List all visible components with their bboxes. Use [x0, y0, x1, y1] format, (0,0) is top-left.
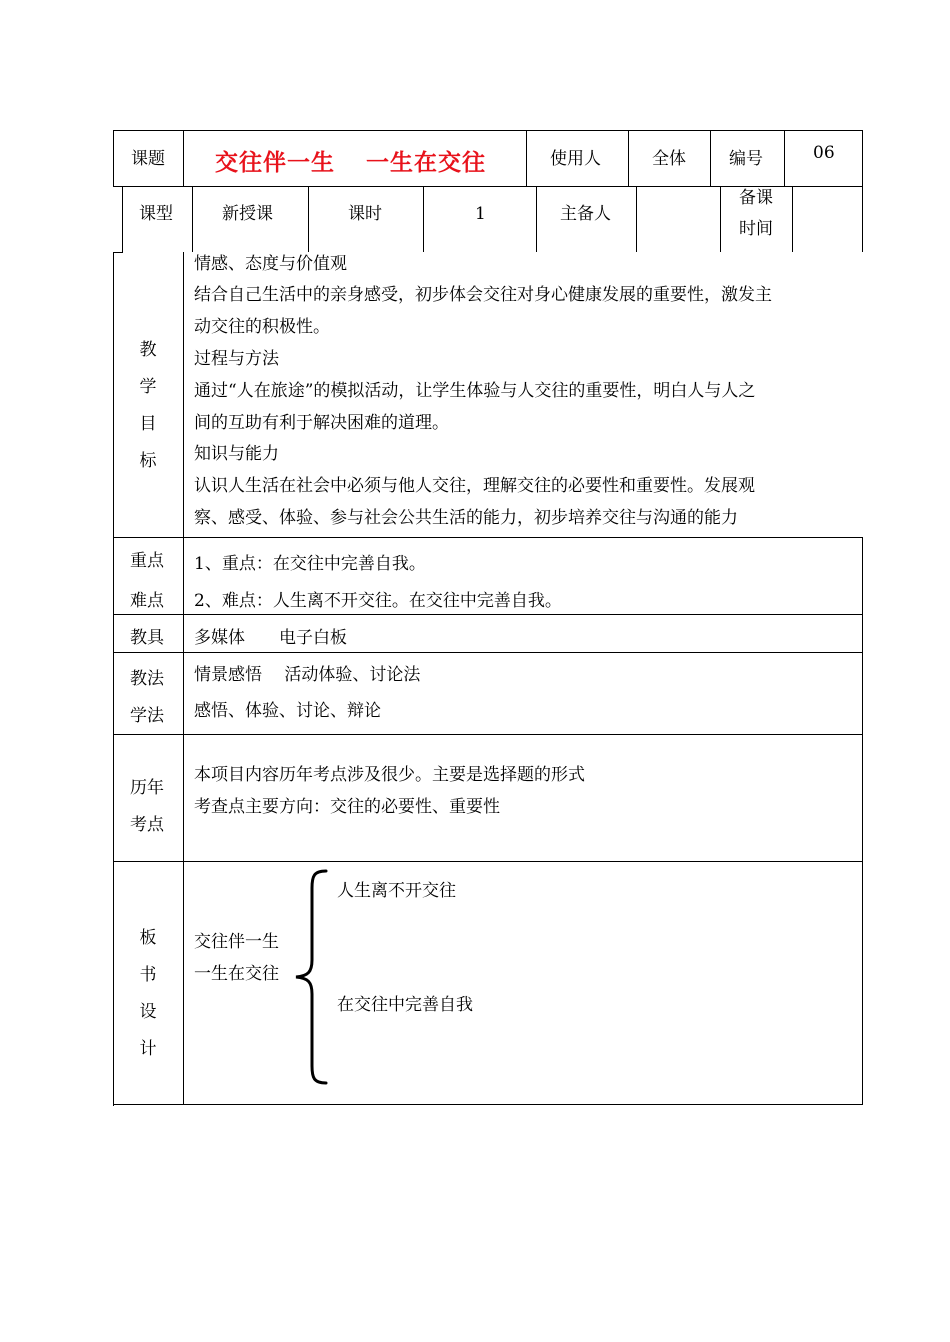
- objectives-label-char: 学: [139, 377, 157, 397]
- objective-line: 知识与能力: [194, 444, 279, 464]
- board-right-line-2: 在交往中完善自我: [337, 995, 473, 1015]
- board-design-label: [133, 920, 163, 1068]
- key-points-label-1: 重点: [130, 551, 164, 571]
- objective-line: 通过“人在旅途”的模拟活动，让学生体验与人交往的重要性，明白人与人之: [194, 381, 756, 401]
- user-label: 使用人: [550, 149, 601, 169]
- exam-points-line: 本项目内容历年考点涉及很少。主要是选择题的形式: [194, 765, 585, 785]
- objective-line: 动交往的积极性。: [194, 317, 330, 337]
- objectives-label: [133, 332, 163, 480]
- preparer-label: 主备人: [560, 204, 611, 224]
- difficult-point-line: 2、难点：人生离不开交往。在交往中完善自我。: [194, 591, 562, 611]
- lesson-title-part2: 一生在交往: [366, 149, 486, 176]
- user-value: 全体: [652, 149, 686, 169]
- tools-label: 教具: [130, 628, 164, 648]
- exam-points-label-2: 考点: [130, 815, 164, 835]
- objective-line: 察、感受、体验、参与社会公共生活的能力，初步培养交往与沟通的能力: [194, 508, 738, 528]
- methods-line: 情景感悟 活动体验、讨论法: [194, 665, 421, 685]
- methods-label-2: 学法: [130, 706, 164, 726]
- exam-points-line: 考查点主要方向：交往的必要性、重要性: [194, 797, 500, 817]
- lesson-type-label: 课型: [139, 204, 173, 224]
- subject-label: 课题: [131, 149, 165, 169]
- objective-line: 认识人生活在社会中必须与他人交往，理解交往的必要性和重要性。发展观: [194, 476, 755, 496]
- board-left-line-2: 一生在交往: [194, 964, 279, 984]
- class-hours-value: 1: [475, 204, 486, 224]
- key-points-label-2: 难点: [130, 591, 164, 611]
- objective-line: 结合自己生活中的亲身感受，初步体会交往对身心健康发展的重要性，激发主: [194, 285, 772, 305]
- objectives-label-char: 标: [139, 451, 157, 471]
- key-point-line: 1、重点：在交往中完善自我。: [194, 554, 426, 574]
- board-left-line-1: 交往伴一生: [194, 932, 279, 952]
- objective-line: 间的互助有利于解决困难的道理。: [194, 413, 449, 433]
- board-right-line-1: 人生离不开交往: [337, 881, 456, 901]
- lesson-type-value: 新授课: [222, 204, 273, 224]
- board-design-label-char: 计: [139, 1039, 157, 1059]
- board-design-label-char: 设: [139, 1002, 157, 1022]
- objective-line: 过程与方法: [194, 349, 279, 369]
- objective-line: 情感、态度与价值观: [194, 254, 347, 274]
- exam-points-label-1: 历年: [130, 778, 164, 798]
- tools-value: 多媒体 电子白板: [194, 628, 347, 648]
- curly-brace-icon: [290, 868, 330, 1086]
- board-design-label-char: 板: [139, 928, 157, 948]
- lesson-title-part1: 交往伴一生: [215, 149, 335, 176]
- methods-line: 感悟、体验、讨论、辩论: [194, 701, 381, 721]
- prep-time-label-2: 时间: [739, 219, 773, 239]
- methods-label-1: 教法: [130, 669, 164, 689]
- class-hours-label: 课时: [348, 204, 382, 224]
- prep-time-label-1: 备课: [739, 188, 773, 208]
- number-value: 06: [813, 143, 835, 163]
- board-design-label-char: 书: [139, 965, 157, 985]
- objectives-label-char: 目: [139, 414, 157, 434]
- objectives-label-char: 教: [139, 340, 157, 360]
- number-label: 编号: [729, 149, 763, 169]
